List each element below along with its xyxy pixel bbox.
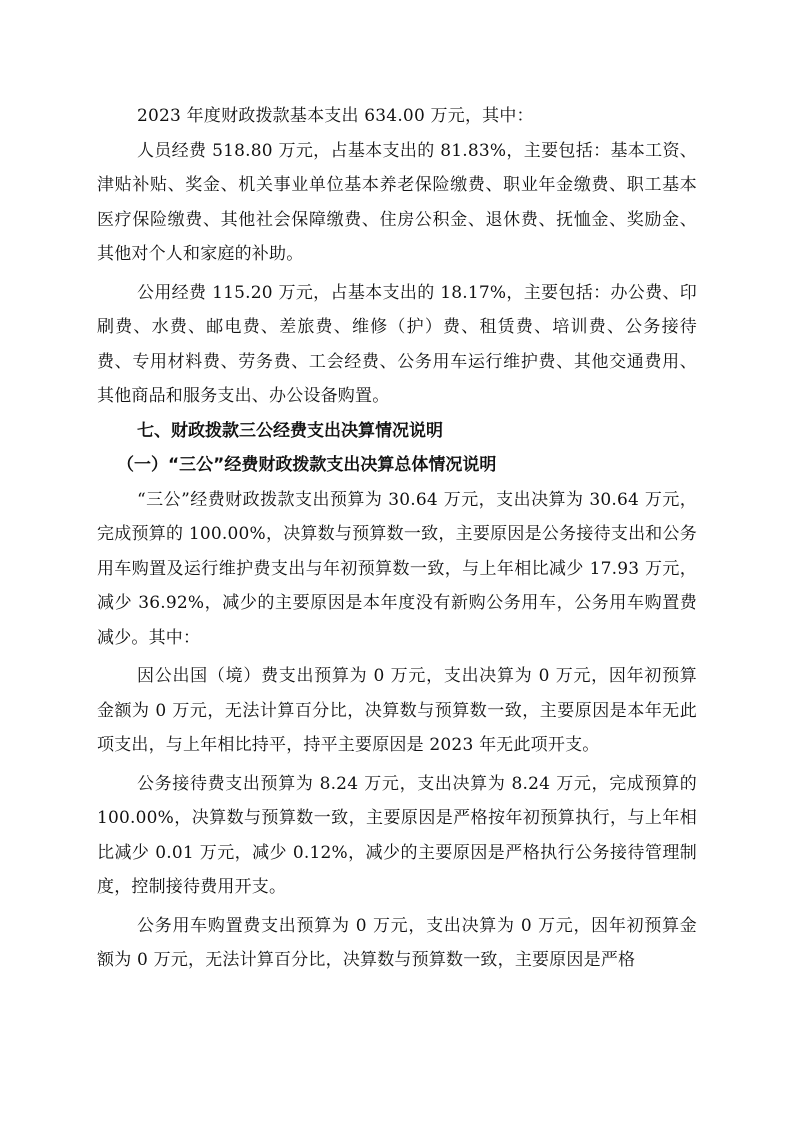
paragraph-vehicle-purchase: 公务用车购置费支出预算为 0 万元，支出决算为 0 万元，因年初预算金额为 0 万元，无法计算百分比，决算数与预算数一致，主要原因是严格 xyxy=(97,915,697,970)
paragraph-three-public-overview: “三公”经费财政拨款支出预算为 30.64 万元，支出决算为 30.64 万元，完成预算的 100.00%，决算数与预算数一致，主要原因是公务接待支出和公务用车购置及运行维护费支出与年初预算数一致，与上年相比减少 17.93 万元，减少 36.92%，减少的主要原因是本年度没有新购公务用车，公务用车购置费减少。其中： xyxy=(97,489,697,648)
paragraph-public-costs: 公用经费 115.20 万元，占基本支出的 18.17%，主要包括：办公费、印刷费、水费、邮电费、差旅费、维修（护）费、租赁费、培训费、公务接待费、专用材料费、劳务费、工会经费、公务用车运行维护费、其他交通费用、其他商品和服务支出、办公设备购置。 xyxy=(97,282,697,406)
paragraph-overseas-travel: 因公出国（境）费支出预算为 0 万元，支出决算为 0 万元，因年初预算金额为 0 万元，无法计算百分比，决算数与预算数一致，主要原因是本年无此项支出，与上年相比持平，持平主要原因是 2023 年无此项开支。 xyxy=(97,666,697,755)
section-heading: 七、财政拨款三公经费支出决算情况说明 xyxy=(137,420,443,441)
paragraph-basic-expenditure: 2023 年度财政拨款基本支出 634.00 万元，其中： xyxy=(137,106,534,126)
document-body xyxy=(97,99,697,978)
paragraph-reception-costs: 公务接待费支出预算为 8.24 万元，支出决算为 8.24 万元，完成预算的 100.00%，决算数与预算数一致，主要原因是严格按年初预算执行，与上年相比减少 0.01 万元，减少 0.12%，减少的主要原因是严格执行公务接待管理制度，控制接待费用开支。 xyxy=(97,773,697,897)
subsection-heading: （一）“三公”经费财政拨款支出决算总体情况说明 xyxy=(117,455,497,475)
paragraph-personnel-costs: 人员经费 518.80 万元，占基本支出的 81.83%，主要包括：基本工资、津贴补贴、奖金、机关事业单位基本养老保险缴费、职业年金缴费、职工基本医疗保险缴费、其他社会保障缴费、住房公积金、退休费、抚恤金、奖励金、其他对个人和家庭的补助。 xyxy=(97,140,697,264)
